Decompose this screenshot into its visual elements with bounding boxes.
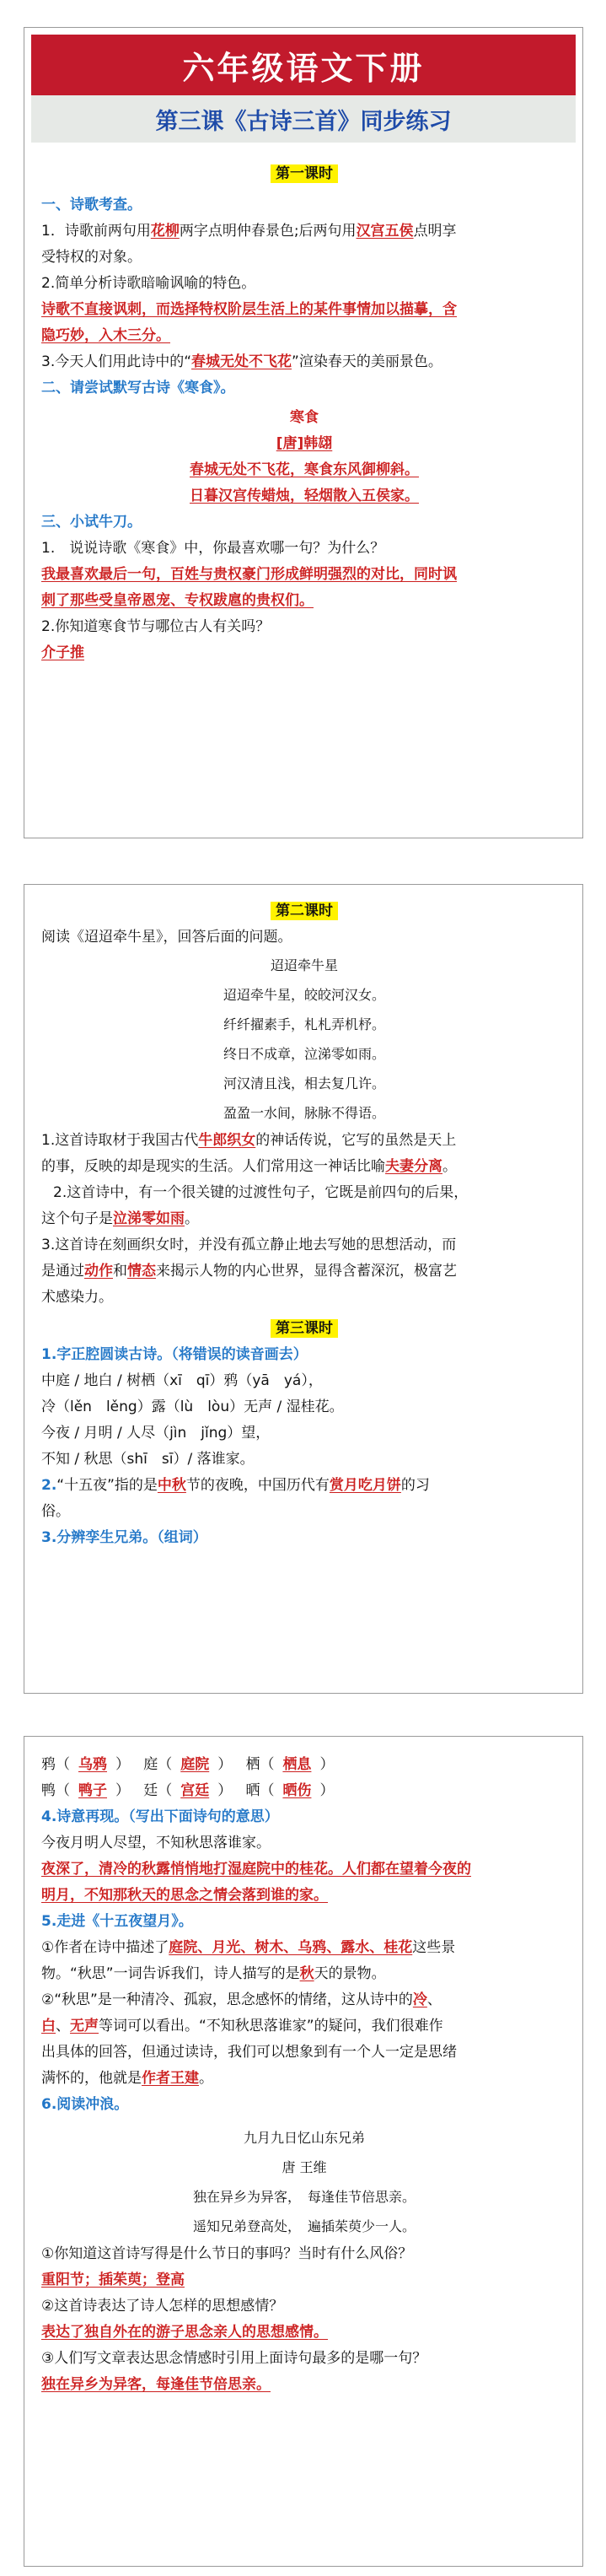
reading-answer-3: 独在异乡为异客，每逢佳节倍思亲。 (41, 2376, 271, 2393)
practice-5b-cont: 白、无声等词可以看出。“不知秋思落谁家”的疑问，我们很难作 (41, 2018, 443, 2034)
question-3-end: 术感染力。 (41, 1289, 113, 1306)
pinyin-line: 不知 / 秋思（shī sī）/ 落谁家。 (41, 1451, 255, 1468)
question-4: 1. 说说诗歌《寒食》中，你最喜欢哪一句？为什么？ (41, 540, 385, 557)
answer-2-line1: 诗歌不直接讽刺，而选择特权阶层生活上的某件事情加以描摹，含 (41, 301, 457, 318)
lesson-one-card (24, 27, 583, 838)
reading-intro: 阅读《迢迢牵牛星》，回答后面的问题。 (41, 929, 292, 946)
page-title: 六年级语文下册 (182, 48, 425, 87)
question-1: 1.这首诗取材于我国古代牛郎织女的神话传说，它写的虽然是天上 (41, 1132, 457, 1149)
lesson-two-card (24, 884, 583, 1694)
practice-3-heading: 3.分辨孪生兄弟。（组词） (41, 1529, 207, 1546)
reading-answer-1: 重阳节；插茱萸；登高 (41, 2272, 185, 2288)
practice-2-cont: 俗。 (41, 1503, 70, 1520)
section-heading-3: 三、小试牛刀。 (41, 514, 142, 531)
practice-5a: ①作者在诗中描述了庭院、月光、树木、乌鸦、露水、桂花这些景 (41, 1939, 456, 1956)
practice-5b-end: 满怀的，他就是作者王建。 (41, 2070, 213, 2087)
lesson-one-label: 第一课时 (271, 164, 338, 183)
poem-author: 唐 王维 (282, 2159, 327, 2175)
question-3-cont: 是通过动作和情态来揭示人物的内心世界，显得含蓄深沉，极富艺 (41, 1263, 457, 1280)
question-2: 2.这首诗中，有一个很关键的过渡性句子，它既是前四句的后果， (53, 1184, 469, 1201)
question-2-cont: 这个句子是泣涕零如雨。 (41, 1210, 199, 1227)
poem-line: 河汉清且浅，相去复几许。 (223, 1075, 385, 1091)
answer-4-line1: 我最喜欢最后一句，百姓与贵权豪门形成鲜明强烈的对比，同时讽 (41, 566, 457, 583)
practice-4-answer-line1: 夜深了，清冷的秋露悄悄地打湿庭院中的桂花。人们都在望着今夜的 (41, 1861, 471, 1878)
poem-title: 九月九日忆山东兄弟 (243, 2130, 365, 2146)
pinyin-line: 冷（lěn lěng）露（lù lòu）无声 / 湿桂花。 (41, 1398, 344, 1415)
practice-5b: ②“秋思”是一种清冷、孤寂，思念感怀的情绪，这从诗中的冷、 (41, 1991, 442, 2008)
reading-question-1: ①你知道这首诗写得是什么节日的事吗？当时有什么风俗？ (41, 2245, 413, 2262)
question-3: 3.这首诗在刻画织女时，并没有孤立静止地去写她的思想活动，而 (41, 1237, 457, 1253)
reading-question-2: ②这首诗表达了诗人怎样的思想感情？ (41, 2298, 284, 2315)
poem-line: 纤纤擢素手，札札弄机杼。 (223, 1016, 385, 1032)
poem-line-1: 独在异乡为异客， 每逢佳节倍思亲。 (192, 2189, 416, 2205)
poem-line: 迢迢牵牛星，皎皎河汉女。 (223, 987, 385, 1003)
poem-author: [唐]韩翃 (276, 435, 333, 452)
word-row: 鸦（ 乌鸦 ） 庭（ 庭院 ） 栖（ 栖息 ） (41, 1756, 335, 1773)
poem-title: 迢迢牵牛星 (270, 957, 338, 973)
practice-4-heading: 4.诗意再现。（写出下面诗句的意思） (41, 1808, 279, 1825)
practice-5a-cont: 物。“秋思”一词告诉我们，诗人描写的是秋天的景物。 (41, 1965, 386, 1982)
poem-line: 盈盈一水间，脉脉不得语。 (223, 1105, 385, 1121)
lesson-three-card (24, 1736, 583, 2567)
poem-line-2: 日暮汉宫传蜡烛，轻烟散入五侯家。 (190, 488, 419, 504)
pinyin-line: 中庭 / 地白 / 树栖（xī qī）鸦（yā yá）， (41, 1372, 323, 1389)
question-1-cont: 的事，反映的却是现实的生活。人们常用这一神话比喻夫妻分离。 (41, 1158, 457, 1175)
answer-2-line2: 隐巧妙，入木三分。 (41, 327, 170, 344)
practice-5-heading: 5.走进《十五夜望月》。 (41, 1913, 193, 1930)
practice-4-answer-line2: 明月，不知那秋天的思念之情会落到谁的家。 (41, 1887, 328, 1904)
reading-answer-2: 表达了独自外在的游子思念亲人的思想感情。 (41, 2324, 328, 2341)
question-1: 1．诗歌前两句用花柳两字点明仲春景色;后两句用汉宫五侯点明享 (41, 223, 457, 240)
poem-title: 寒食 (290, 409, 319, 426)
poem-line-1: 春城无处不飞花，寒食东风御柳斜。 (190, 461, 419, 478)
practice-4-question: 今夜月明人尽望，不知秋思落谁家。 (41, 1835, 271, 1851)
pinyin-line: 今夜 / 月明 / 人尽（jìn jǐng）望， (41, 1425, 271, 1442)
answer-4-line2: 刺了那些受皇帝恩宠、专权跋扈的贵权们。 (41, 592, 314, 609)
reading-question-3: ③人们写文章表达思念情感时引用上面诗句最多的是哪一句？ (41, 2350, 427, 2367)
practice-2: 2.“十五夜”指的是中秋节的夜晚，中国历代有赏月吃月饼的习 (41, 1477, 430, 1494)
practice-6-heading: 6.阅读冲浪。 (41, 2096, 129, 2113)
question-3: 3.今天人们用此诗中的“春城无处不飞花”渲染春天的美丽景色。 (41, 353, 442, 370)
question-1-cont: 受特权的对象。 (41, 249, 142, 266)
practice-1-heading: 1.字正腔圆读古诗。（将错误的读音画去） (41, 1346, 308, 1363)
question-5: 2.你知道寒食节与哪位古人有关吗？ (41, 618, 271, 635)
answer-5: 介子推 (41, 644, 84, 661)
word-row: 鸭（ 鸭子 ） 廷（ 宫廷 ） 晒（ 晒伤 ） (41, 1782, 335, 1799)
lesson-three-label: 第三课时 (271, 1319, 338, 1338)
poem-line-2: 遥知兄弟登高处， 遍插茱萸少一人。 (192, 2218, 416, 2234)
practice-5b-cont: 出具体的回答，但通过读诗，我们可以想象到有一个人一定是思绪 (41, 2044, 457, 2061)
section-heading-2: 二、请尝试默写古诗《寒食》。 (41, 380, 235, 396)
question-2: 2.简单分析诗歌暗喻讽喻的特色。 (41, 275, 256, 292)
section-heading-1: 一、诗歌考查。 (41, 197, 142, 213)
poem-line: 终日不成章，泣涕零如雨。 (223, 1046, 385, 1062)
subtitle-banner (31, 95, 576, 143)
lesson-two-label: 第二课时 (271, 902, 338, 920)
page-subtitle: 第三课《古诗三首》同步练习 (155, 108, 452, 135)
title-banner (31, 35, 576, 95)
